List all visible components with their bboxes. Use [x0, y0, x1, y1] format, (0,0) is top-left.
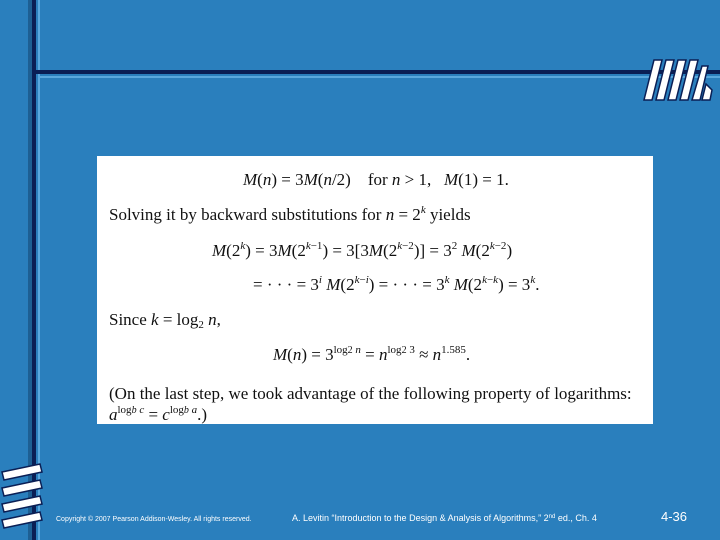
citation-tail: ed., Ch. 4 [555, 513, 597, 523]
citation-text [292, 513, 597, 523]
result-equation: $M(n) = 3^{log2 n} = n^{log2 3} \approx n^{1.585}$. [273, 344, 471, 364]
citation-main: A. Levitin “Introduction to the Design & Analysis of Algorithms,” 2 [292, 513, 549, 523]
bottom-left-logo-icon [0, 462, 48, 534]
since-text: Since $k = \log_2 n$, [109, 310, 221, 331]
logarithm-note-line-2: $a^{logb c} = c^{logb a}$.) [109, 404, 208, 424]
frame-vertical-line [32, 0, 36, 540]
recurrence-equation: M(n) = 3M(n/2) for n > 1, M(1) = 1. [243, 170, 509, 189]
citation-superscript: nd [548, 514, 556, 520]
frame-horizontal-highlight [38, 76, 720, 78]
logarithm-note-line-1: (On the last step, we took advantage of the following property of logarithms: [109, 384, 632, 403]
math-panel [97, 156, 653, 424]
frame-vertical-highlight [38, 0, 40, 540]
frame-horizontal-line [32, 70, 720, 74]
page-number: 4-36 [661, 509, 688, 524]
solving-text: Solving it by backward substitutions for $n = 2^k$ yields [109, 204, 471, 224]
substitution-line-1: $M(2^k) = 3M(2^{k-1}) = 3[3M(2^{k-2})] = 3^2$ $M(2^{k-2})$ [212, 240, 513, 260]
substitution-line-2: = · · · = $3^i$ $M(2^{k-i})$ = · · · = $3^k$ $M(2^{k-k}) = 3^k$. [253, 274, 540, 294]
top-right-logo-icon [640, 56, 714, 102]
copyright-text: Copyright © 2007 Pearson Addison-Wesley. All rights reserved. [56, 516, 252, 523]
